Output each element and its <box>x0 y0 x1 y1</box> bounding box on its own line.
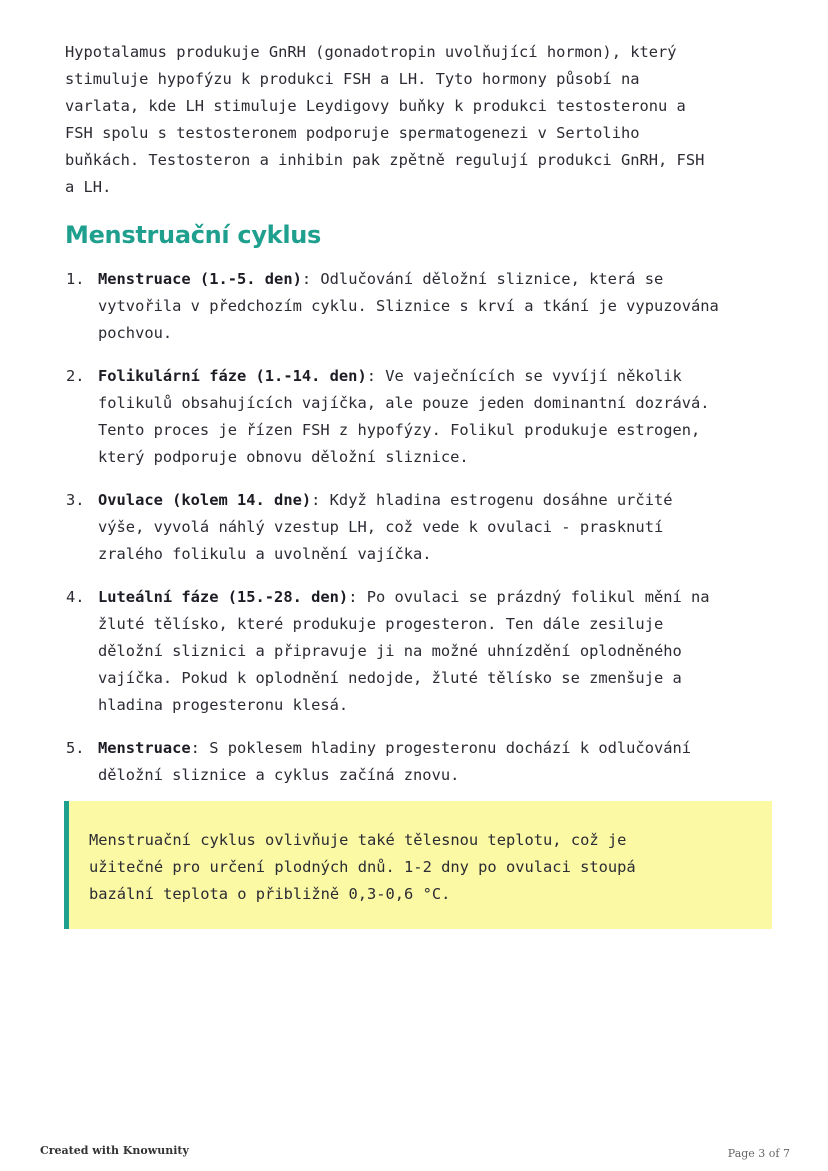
phase-label: Luteální fáze (15.-28. den) <box>98 588 349 606</box>
phase-text-line: pochvou. <box>98 324 173 342</box>
footer-credit: Created with Knowunity <box>40 1144 189 1157</box>
intro-line: stimuluje hypofýzu k produkci FSH a LH. Tyto hormony působí na <box>65 70 640 88</box>
phase-text-line: hladina progesteronu klesá. <box>98 696 349 714</box>
list-item-first-line <box>98 584 778 611</box>
phase-text-line: vajíčka. Pokud k oplodnění nedojde, žluté tělísko se zmenšuje a <box>98 669 682 687</box>
note-line: užitečné pro určení plodných dnů. 1-2 dny po ovulaci stoupá <box>89 858 636 876</box>
list-item-first-line <box>98 487 778 514</box>
phase-label: Ovulace (kolem 14. dne) <box>98 491 312 509</box>
list-item <box>66 487 778 568</box>
list-item-first-line <box>98 363 778 390</box>
intro-line: Hypotalamus produkuje GnRH (gonadotropin uvolňující hormon), který <box>65 43 677 61</box>
phase-list <box>66 266 778 789</box>
phase-text-line: žluté tělísko, které produkuje progesteron. Ten dále zesiluje <box>98 615 664 633</box>
phase-label: Folikulární fáze (1.-14. den) <box>98 367 367 385</box>
intro-line: FSH spolu s testosteronem podporuje spermatogenezi v Sertoliho <box>65 124 640 142</box>
phase-text-line: folikulů obsahujících vajíčka, ale pouze jeden dominantní dozrává. <box>98 394 710 412</box>
list-number: 2. <box>66 367 85 385</box>
note-line: Menstruační cyklus ovlivňuje také tělesnou teplotu, což je <box>89 831 627 849</box>
intro-line: a LH. <box>65 178 112 196</box>
intro-line: buňkách. Testosteron a inhibin pak zpětně regulují produkci GnRH, FSH <box>65 151 705 169</box>
phase-text-line: děložní sliznici a připravuje ji na možné uhnízdění oplodněného <box>98 642 682 660</box>
list-number: 3. <box>66 491 85 509</box>
intro-paragraph <box>65 39 777 201</box>
note-callout <box>64 801 772 929</box>
phase-text-line: děložní sliznice a cyklus začíná znovu. <box>98 766 460 784</box>
list-item <box>66 266 778 347</box>
phase-text-line: Tento proces je řízen FSH z hypofýzy. Folikul produkuje estrogen, <box>98 421 701 439</box>
phase-text: : Když hladina estrogenu dosáhne určité <box>311 491 673 509</box>
list-number: 5. <box>66 739 85 757</box>
list-item <box>66 735 778 789</box>
phase-text-line: zralého folikulu a uvolnění vajíčka. <box>98 545 432 563</box>
page-number: Page 3 of 7 <box>727 1147 790 1160</box>
phase-text: : Odlučování děložní sliznice, která se <box>301 270 664 288</box>
phase-text-line: výše, vyvolá náhlý vzestup LH, což vede k ovulaci - prasknutí <box>98 518 664 536</box>
list-number: 1. <box>66 270 85 288</box>
phase-text-line: který podporuje obnovu děložní sliznice. <box>98 448 469 466</box>
list-item-first-line <box>98 266 778 293</box>
list-item <box>66 584 778 719</box>
phase-text: : Ve vaječnících se vyvíjí několik <box>366 367 682 385</box>
intro-line: varlata, kde LH stimuluje Leydigovy buňky k produkci testosteronu a <box>65 97 686 115</box>
list-item <box>66 363 778 471</box>
phase-text: : S poklesem hladiny progesteronu dochází k odlučování <box>190 739 692 757</box>
list-number: 4. <box>66 588 85 606</box>
phase-label: Menstruace <box>98 739 191 757</box>
note-line: bazální teplota o přibližně 0,3-0,6 °C. <box>89 885 451 903</box>
phase-label: Menstruace (1.-5. den) <box>98 270 302 288</box>
section-heading: Menstruační cyklus <box>65 221 322 249</box>
note-text <box>89 827 749 908</box>
list-item-first-line <box>98 735 778 762</box>
phase-text-line: vytvořila v předchozím cyklu. Sliznice s krví a tkání je vypuzována <box>98 297 719 315</box>
phase-text: : Po ovulaci se prázdný folikul mění na <box>348 588 710 606</box>
